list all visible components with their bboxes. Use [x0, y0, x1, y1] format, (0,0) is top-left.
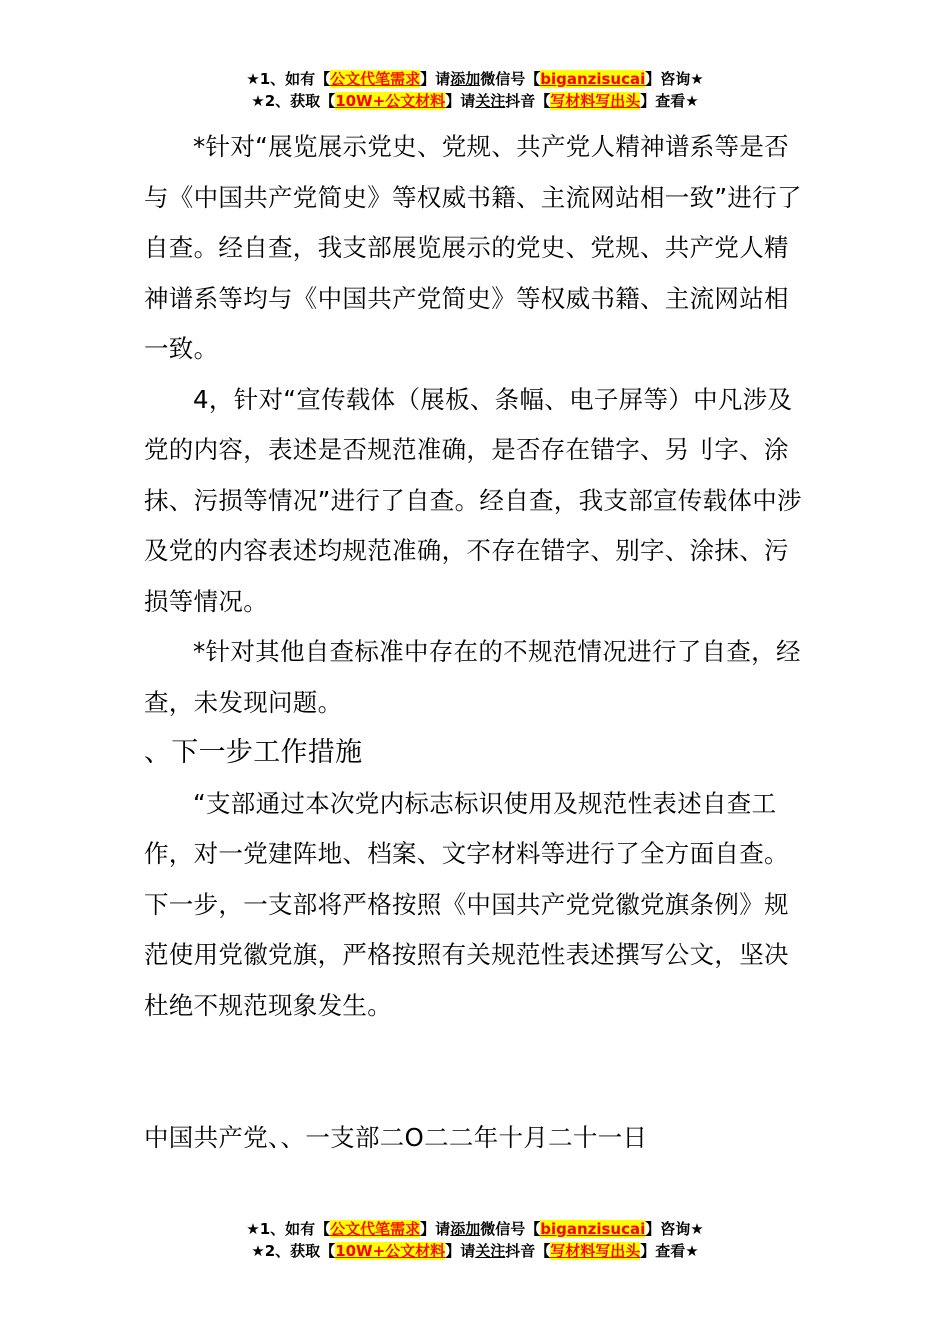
promo-text: 】请	[420, 70, 451, 88]
promo-highlight: biganzisucai	[540, 1220, 646, 1238]
promo-text: ★1、如有【	[246, 70, 331, 88]
promo-highlight: 写材料写出头	[550, 92, 641, 110]
promo-highlight: 10W+公文材料	[335, 1242, 446, 1260]
promo-line-2	[0, 90, 950, 112]
promo-text: ★2、获取【	[251, 92, 336, 110]
promo-text: ★2、获取【	[251, 1242, 336, 1260]
promo-underline: 添加	[450, 1220, 481, 1238]
promo-underline: 关注	[475, 92, 506, 110]
promo-highlight: biganzisucai	[540, 70, 646, 88]
promo-underline: 添加	[450, 70, 481, 88]
promo-text: 】请	[420, 1220, 451, 1238]
promo-line-2	[0, 1240, 950, 1262]
section-heading: 、下一步工作措施	[144, 737, 363, 768]
signature-line: 中国共产党、、一支部二O二二年十月二十一日	[144, 1123, 648, 1152]
promo-header	[0, 68, 950, 112]
promo-text: 】咨询★	[645, 1220, 704, 1238]
promo-text: 抖音【	[505, 1242, 551, 1260]
promo-text: 】查看★	[640, 1242, 699, 1260]
promo-text: 】查看★	[640, 92, 699, 110]
paragraph-other-check: *针对其他自查标准中存在的不规范情况进行了自查，经查，未发现问题。	[144, 637, 801, 717]
promo-line-1	[0, 68, 950, 90]
promo-underline: 关注	[475, 1242, 506, 1260]
paragraph-publicity-check: 4，针对“宣传载体（展板、条幅、电子屏等）中凡涉及党的内容，表述是否规范准确，是否存在错字、另刂字、涂抹、污损等情况”进行了自查。经自查，我支部宣传载体中涉及党的内容表述均规范准确，不存在错字、别字、涂抹、污损等情况。	[144, 384, 802, 616]
promo-text: ★1、如有【	[246, 1220, 331, 1238]
promo-text: 微信号【	[480, 70, 541, 88]
promo-highlight: 10W+公文材料	[335, 92, 446, 110]
paragraph-exhibition-check: *针对“展览展示党史、党规、共产党人精神谱系等是否与《中国共产党简史》等权威书籍、主流网站相一致”进行了自查。经自查，我支部展览展示的党史、党规、共产党人精神谱系等均与《中国共产党简史》等权威书籍、主流网站相一致。	[144, 132, 802, 363]
promo-text: 微信号【	[480, 1220, 541, 1238]
promo-footer	[0, 1218, 950, 1262]
document-body	[144, 122, 809, 1031]
promo-text: 】请	[445, 92, 476, 110]
promo-text: 】咨询★	[645, 70, 704, 88]
promo-highlight: 公文代笔需求	[330, 1220, 421, 1238]
promo-highlight: 公文代笔需求	[330, 70, 421, 88]
promo-line-1	[0, 1218, 950, 1240]
promo-text: 】请	[445, 1242, 476, 1260]
promo-highlight: 写材料写出头	[550, 1242, 641, 1260]
paragraph-next-steps: “支部通过本次党内标志标识使用及规范性表述自查工作，对一党建阵地、档案、文字材料等进行了全方面自查。下一步，一支部将严格按照《中国共产党党徽党旗条例》规范使用党徽党旗，严格按照有关规范性表述撰写公文，坚决杜绝不规范现象发生。	[144, 788, 789, 1020]
promo-text: 抖音【	[505, 92, 551, 110]
